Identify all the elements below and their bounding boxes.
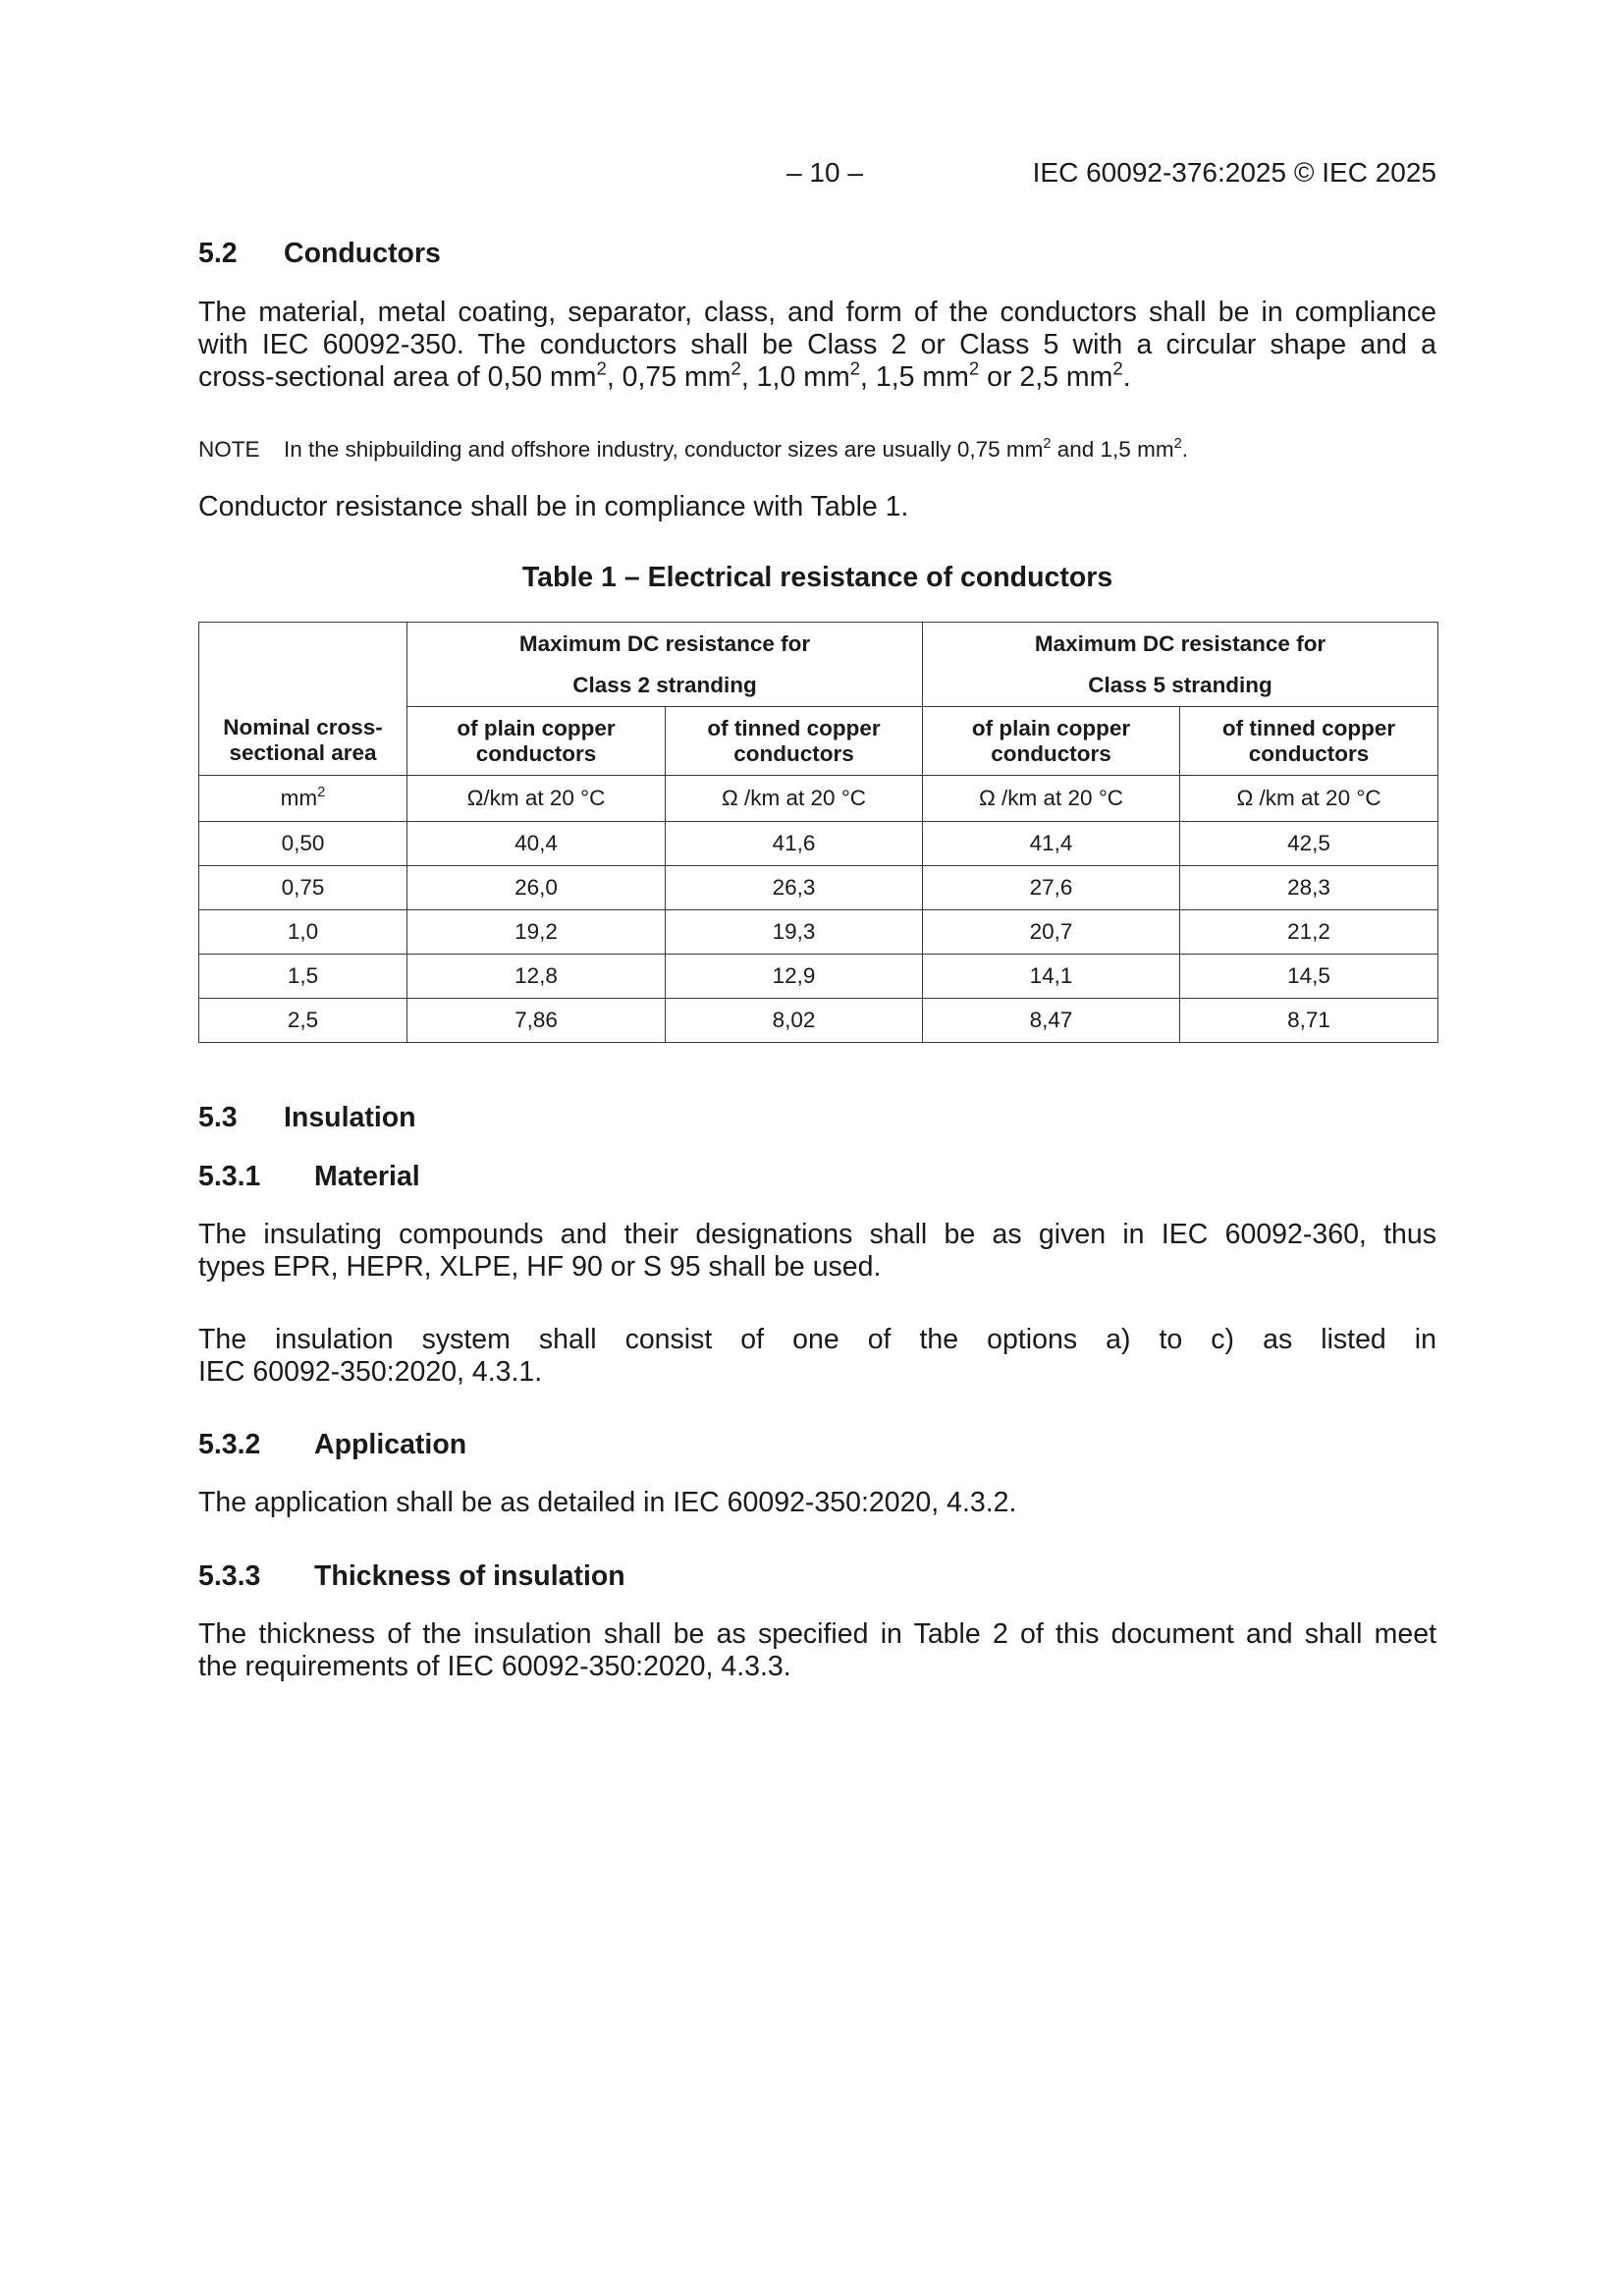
paragraph-line <box>198 357 1436 394</box>
superscript: 2 <box>730 357 741 379</box>
superscript: 2 <box>317 784 326 800</box>
text-run: cross-sectional area of 0,50 mm <box>198 361 597 393</box>
header-line: Maximum DC resistance for <box>518 630 811 656</box>
table-row <box>199 955 1438 999</box>
superscript: 2 <box>596 357 607 379</box>
text-run: or 2,5 mm <box>979 361 1113 393</box>
text-run: , 1,0 mm <box>740 361 850 393</box>
section-heading-5-3-3 <box>198 1560 625 1593</box>
table-cell: 1,0 <box>199 910 407 955</box>
paragraph-line: the requirements of IEC 60092-350:2020, 4.3.3. <box>198 1651 791 1682</box>
section-number: 5.3.3 <box>198 1560 261 1592</box>
section-number: 5.3.2 <box>198 1429 261 1460</box>
table-cell: 19,2 <box>407 910 666 955</box>
table-header-class2-plain: of plain copper conductors <box>407 707 666 776</box>
note-label: NOTE <box>198 437 260 462</box>
table-cell: 41,4 <box>923 822 1180 866</box>
table-cell: 26,3 <box>666 866 923 910</box>
table-cell: 28,3 <box>1180 866 1438 910</box>
table-cell: 2,5 <box>199 999 407 1043</box>
paragraph-line: with IEC 60092-350. The conductors shall be Class 2 or Class 5 with a circular shape and a <box>198 329 1436 360</box>
section-number: 5.2 <box>198 238 238 269</box>
table-units-row <box>199 776 1438 822</box>
table-sub-header-row <box>199 707 1438 776</box>
section-title: Material <box>314 1161 420 1192</box>
page-number: – 10 – <box>786 157 863 188</box>
section-title: Insulation <box>284 1102 416 1133</box>
text-run: In the shipbuilding and offshore industry, conductor sizes are usually 0,75 mm <box>284 437 1044 462</box>
table-cell: 42,5 <box>1180 822 1438 866</box>
table-unit-cell <box>199 776 407 822</box>
paragraph-line: types EPR, HEPR, XLPE, HF 90 or S 95 shall be used. <box>198 1251 882 1283</box>
table-cell: 41,6 <box>666 822 923 866</box>
table-caption: Table 1 – Electrical resistance of conductors <box>521 562 1113 593</box>
table-unit-cell: Ω/km at 20 °C <box>407 776 666 822</box>
text-run: . <box>1181 437 1188 462</box>
material-paragraph <box>198 1219 1436 1284</box>
table-row <box>199 999 1438 1043</box>
table-cell: 27,6 <box>923 866 1180 910</box>
table-cell: 0,75 <box>199 866 407 910</box>
table-header-empty-cell <box>199 623 407 707</box>
text-run: mm <box>280 786 318 810</box>
section-title: Application <box>314 1429 467 1460</box>
text-run: , 1,5 mm <box>860 361 969 393</box>
superscript: 2 <box>1043 435 1052 452</box>
resistance-table <box>198 622 1438 1043</box>
table-cell: 14,5 <box>1180 955 1438 999</box>
paragraph-line: The material, metal coating, separator, class, and form of the conductors shall be in compliance <box>198 297 1436 328</box>
section-heading-5-3 <box>198 1102 416 1134</box>
table-cell: 40,4 <box>407 822 666 866</box>
table-group-header-class5 <box>923 623 1438 707</box>
section-title: Thickness of insulation <box>314 1560 625 1592</box>
header-line: Class 2 stranding <box>572 672 757 697</box>
document-reference: IEC 60092-376:2025 © IEC 2025 <box>1032 157 1436 188</box>
table-cell: 26,0 <box>407 866 666 910</box>
table-group-header-row <box>199 623 1438 707</box>
table-unit-cell: Ω /km at 20 °C <box>666 776 923 822</box>
table-row <box>199 822 1438 866</box>
page-header <box>198 157 1436 196</box>
table-cell: 0,50 <box>199 822 407 866</box>
superscript: 2 <box>1173 435 1182 452</box>
superscript: 2 <box>968 357 980 379</box>
paragraph-line: The insulating compounds and their designations shall be as given in IEC 60092-360, thus <box>198 1219 1436 1250</box>
insulation-system-paragraph <box>198 1324 1436 1389</box>
section-number: 5.3 <box>198 1102 238 1133</box>
paragraph-line: The insulation system shall consist of one of the options a) to c) as listed in <box>198 1324 1436 1355</box>
table-header-nominal-area: Nominal cross-sectional area <box>199 707 407 776</box>
table-unit-cell: Ω /km at 20 °C <box>1180 776 1438 822</box>
section-title: Conductors <box>284 238 441 269</box>
table-row <box>199 910 1438 955</box>
table-header-class5-tinned: of tinned copper conductors <box>1180 707 1438 776</box>
superscript: 2 <box>1112 357 1123 379</box>
table-unit-cell: Ω /km at 20 °C <box>923 776 1180 822</box>
table-header-class5-plain: of plain copper conductors <box>923 707 1180 776</box>
table-cell: 12,8 <box>407 955 666 999</box>
header-line: Maximum DC resistance for <box>1034 630 1326 656</box>
paragraph-line: The thickness of the insulation shall be as specified in Table 2 of this document and shall meet <box>198 1618 1436 1650</box>
table-cell: 12,9 <box>666 955 923 999</box>
table-cell: 21,2 <box>1180 910 1438 955</box>
section-heading-5-3-2 <box>198 1429 467 1461</box>
table-group-header-class2 <box>407 623 923 707</box>
section-heading-5-2 <box>198 238 441 270</box>
section-number: 5.3.1 <box>198 1161 261 1192</box>
table-cell: 8,02 <box>666 999 923 1043</box>
conductors-paragraph <box>198 297 1436 394</box>
superscript: 2 <box>849 357 861 379</box>
section-heading-5-3-1 <box>198 1161 420 1193</box>
compliance-paragraph: Conductor resistance shall be in compliance with Table 1. <box>198 491 909 522</box>
paragraph-line: IEC 60092-350:2020, 4.3.1. <box>198 1356 543 1388</box>
note <box>198 437 1188 463</box>
table-cell: 20,7 <box>923 910 1180 955</box>
application-paragraph: The application shall be as detailed in IEC 60092-350:2020, 4.3.2. <box>198 1487 1017 1518</box>
table-cell: 1,5 <box>199 955 407 999</box>
text-run: . <box>1122 361 1131 393</box>
header-line: Class 5 stranding <box>1088 672 1272 697</box>
text-run: , 0,75 mm <box>606 361 731 393</box>
table-cell: 8,47 <box>923 999 1180 1043</box>
table-cell: 19,3 <box>666 910 923 955</box>
table-row <box>199 866 1438 910</box>
text-run: and 1,5 mm <box>1051 437 1174 462</box>
table-cell: 14,1 <box>923 955 1180 999</box>
table-header-class2-tinned: of tinned copper conductors <box>666 707 923 776</box>
thickness-paragraph <box>198 1618 1436 1683</box>
table-cell: 7,86 <box>407 999 666 1043</box>
table-cell: 8,71 <box>1180 999 1438 1043</box>
